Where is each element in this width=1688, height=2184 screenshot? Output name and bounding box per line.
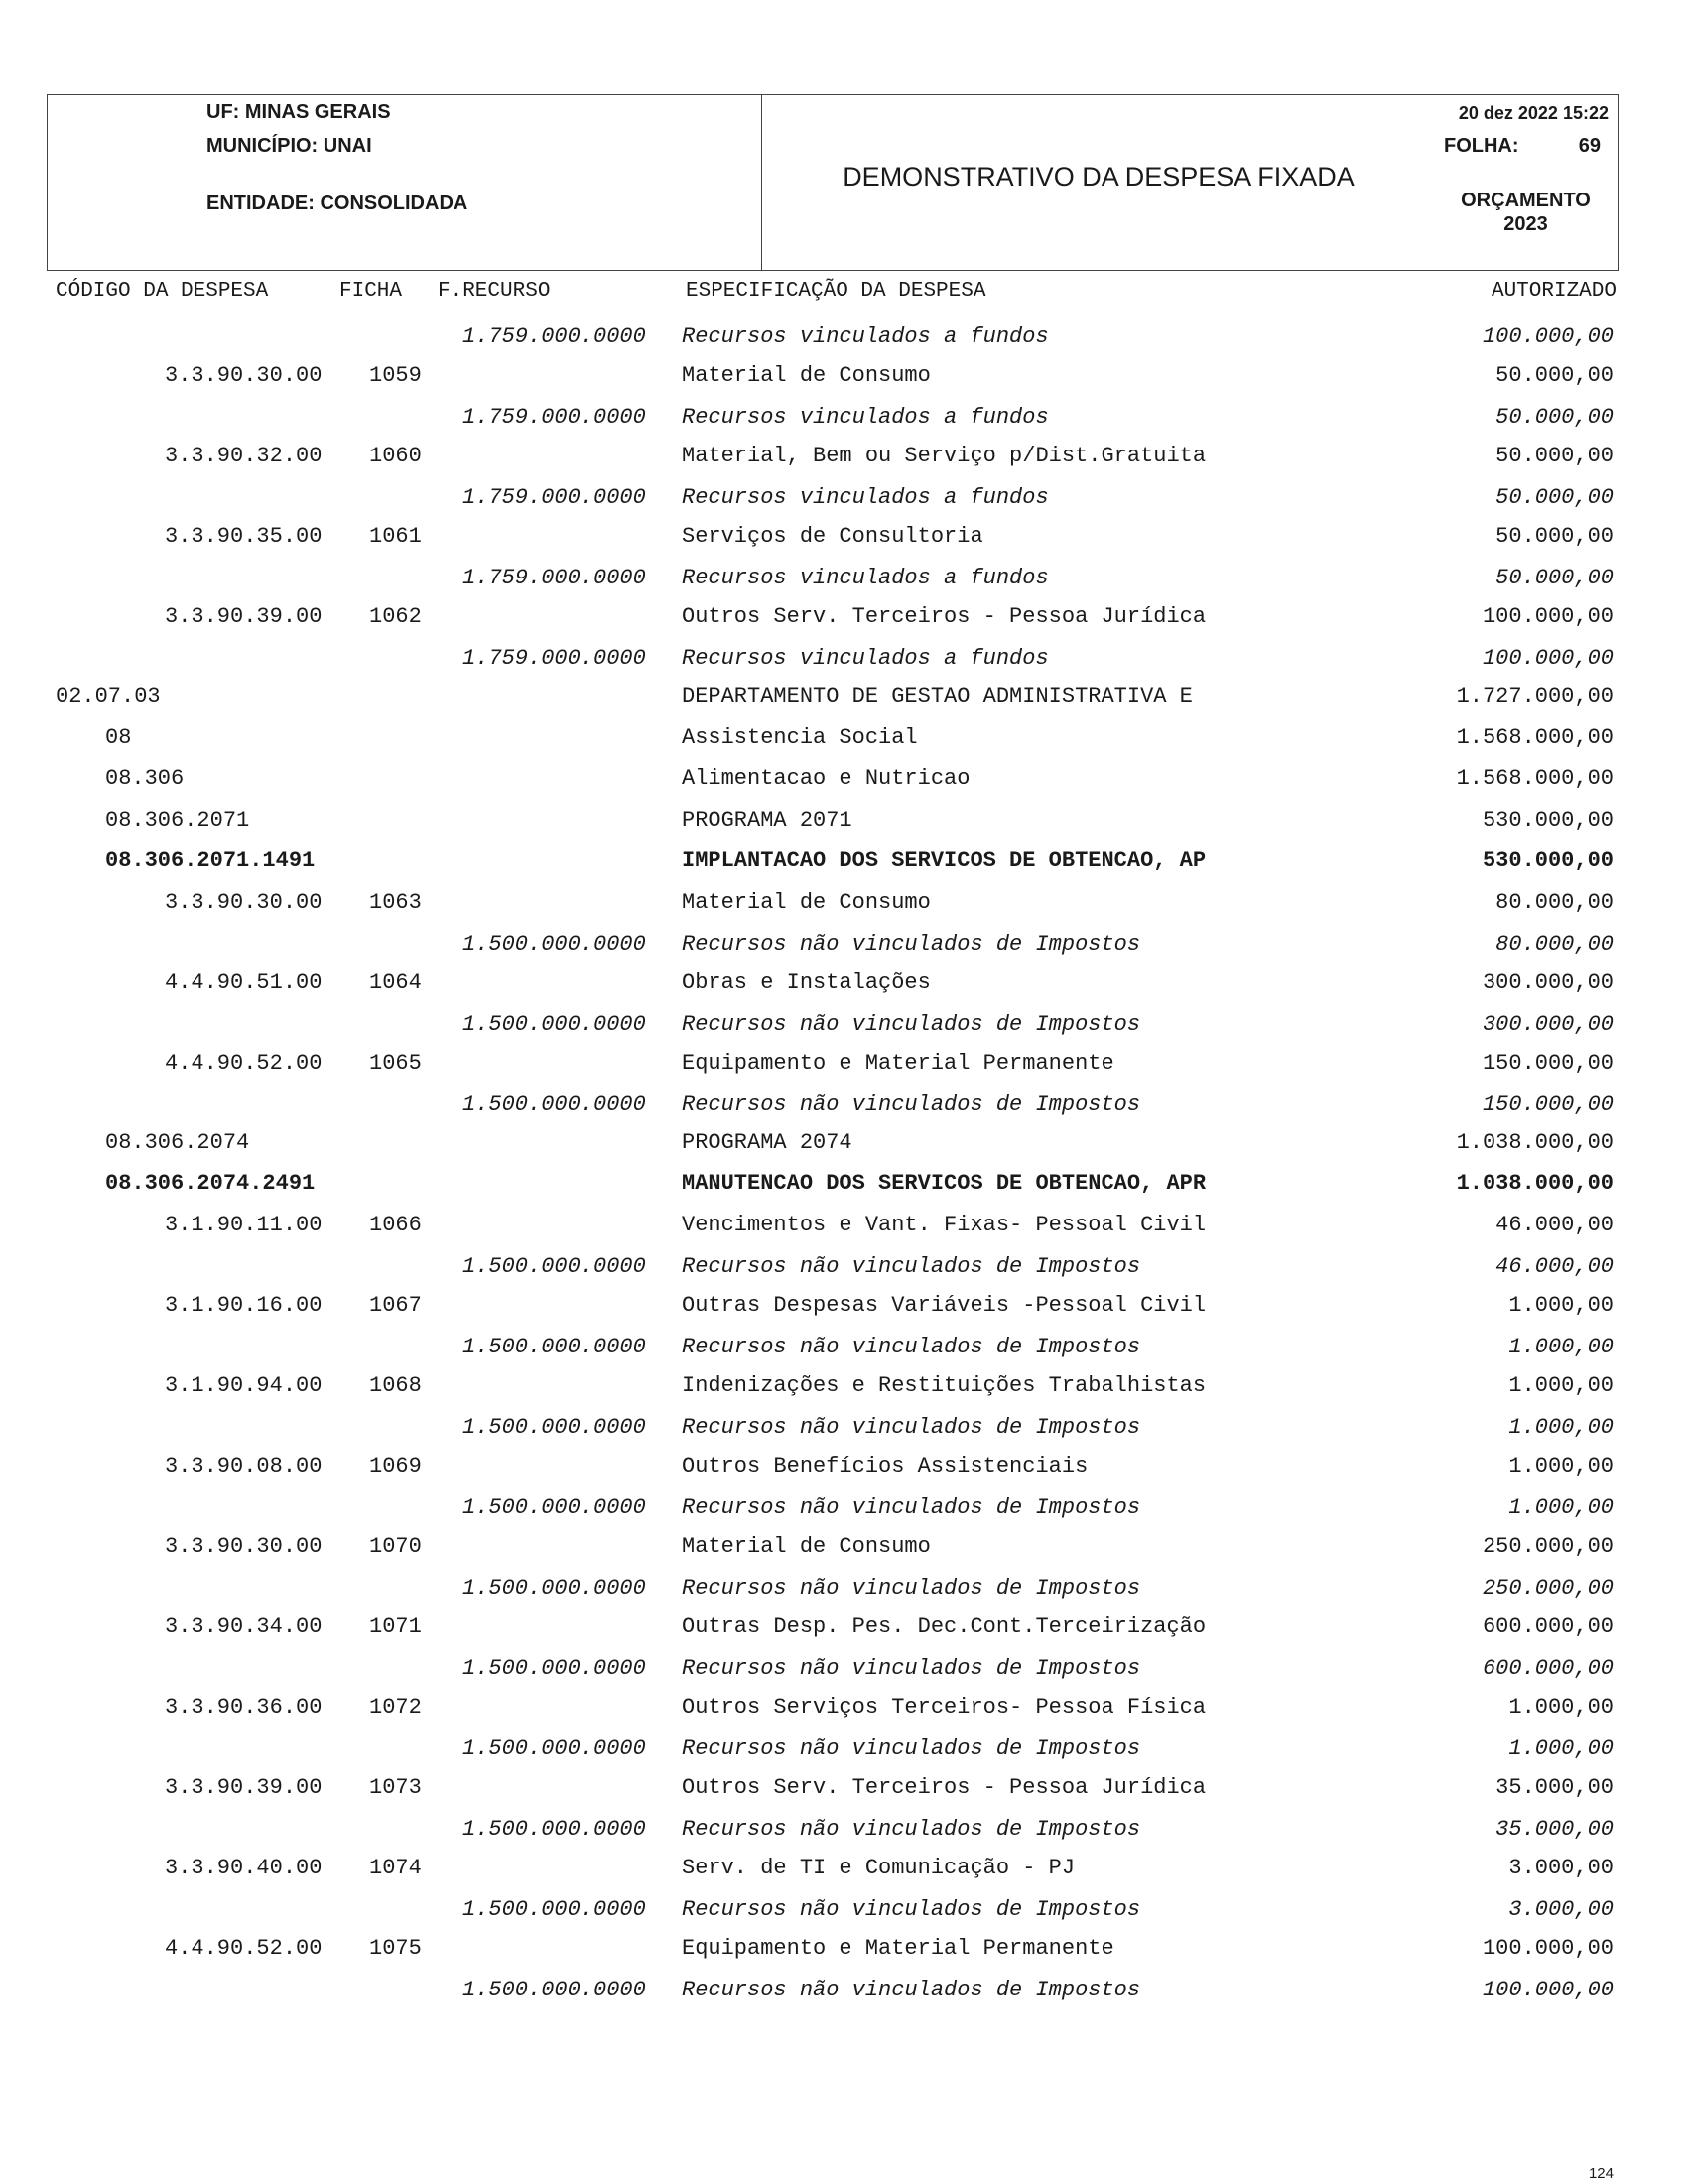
column-header-autorizado: AUTORIZADO: [1491, 280, 1617, 303]
ficha-number: 1071: [369, 1613, 422, 1639]
ficha-number: 1060: [369, 444, 422, 468]
expense-row: [0, 1856, 1688, 1885]
fonte-value: 1.000,00: [1508, 1735, 1614, 1761]
group-description: PROGRAMA 2071: [682, 807, 852, 833]
fonte-code: 1.500.000.0000: [462, 931, 646, 957]
ficha-number: 1069: [369, 1453, 422, 1478]
group-code: 02.07.03: [56, 684, 161, 708]
fonte-value: 50.000,00: [1495, 485, 1614, 510]
expense-code: 3.3.90.39.00: [165, 604, 323, 629]
fonte-description: Recursos não vinculados de Impostos: [682, 1334, 1141, 1359]
ficha-number: 1074: [369, 1855, 422, 1880]
fonte-description: Recursos não vinculados de Impostos: [682, 1092, 1141, 1117]
fonte-value: 600.000,00: [1482, 1655, 1614, 1681]
fonte-value: 1.000,00: [1508, 1334, 1614, 1359]
fonte-row: [0, 1656, 1688, 1686]
fonte-code: 1.500.000.0000: [462, 1896, 646, 1922]
fonte-code: 1.500.000.0000: [462, 1092, 646, 1117]
fonte-row: [0, 405, 1688, 435]
expense-description: Outras Desp. Pes. Dec.Cont.Terceirização: [682, 1613, 1207, 1639]
orcamento-label: ORÇAMENTO: [1461, 190, 1591, 211]
fonte-code: 1.759.000.0000: [462, 324, 646, 349]
fonte-row: [0, 1495, 1688, 1525]
fonte-row: [0, 324, 1688, 354]
expense-code: 3.3.90.34.00: [165, 1613, 323, 1639]
fonte-description: Recursos vinculados a fundos: [682, 324, 1049, 349]
fonte-code: 1.759.000.0000: [462, 566, 646, 590]
fonte-value: 100.000,00: [1482, 646, 1614, 671]
fonte-description: Recursos não vinculados de Impostos: [682, 1655, 1141, 1681]
fonte-description: Recursos não vinculados de Impostos: [682, 931, 1141, 957]
expense-description: Material de Consumo: [682, 363, 931, 388]
expense-row: [0, 970, 1688, 1000]
fonte-value: 300.000,00: [1482, 1011, 1614, 1037]
expense-code: 4.4.90.51.00: [165, 969, 323, 995]
ficha-number: 1059: [369, 363, 422, 388]
expense-value: 3.000,00: [1508, 1855, 1614, 1880]
expense-value: 1.000,00: [1508, 1372, 1614, 1398]
expense-code: 3.1.90.11.00: [165, 1212, 323, 1237]
group-description: MANUTENCAO DOS SERVICOS DE OBTENCAO, APR: [682, 1171, 1207, 1196]
group-description: IMPLANTACAO DOS SERVICOS DE OBTENCAO, AP: [682, 848, 1207, 873]
expense-value: 80.000,00: [1495, 889, 1614, 915]
fonte-code: 1.500.000.0000: [462, 1334, 646, 1359]
expense-code: 3.3.90.30.00: [165, 1533, 323, 1559]
expense-row: [0, 1051, 1688, 1081]
fonte-code: 1.500.000.0000: [462, 1655, 646, 1681]
fonte-row: [0, 566, 1688, 595]
group-row: [0, 684, 1688, 713]
fonte-row: [0, 1415, 1688, 1445]
fonte-code: 1.500.000.0000: [462, 1735, 646, 1761]
expense-row: [0, 1454, 1688, 1483]
column-header-fonte: F.RECURSO: [438, 280, 551, 303]
fonte-description: Recursos não vinculados de Impostos: [682, 1253, 1141, 1279]
expense-code: 4.4.90.52.00: [165, 1050, 323, 1076]
expense-code: 3.3.90.36.00: [165, 1694, 323, 1720]
fonte-value: 1.000,00: [1508, 1494, 1614, 1520]
expense-description: Material de Consumo: [682, 889, 931, 915]
expense-row: [0, 524, 1688, 554]
expense-row: [0, 1213, 1688, 1242]
group-code: 08.306.2074.2491: [105, 1171, 316, 1196]
fonte-row: [0, 932, 1688, 962]
expense-value: 100.000,00: [1482, 1935, 1614, 1961]
folha-label: FOLHA:: [1444, 135, 1519, 157]
expense-value: 300.000,00: [1482, 969, 1614, 995]
fonte-code: 1.759.000.0000: [462, 485, 646, 510]
expense-value: 50.000,00: [1495, 363, 1614, 388]
fonte-value: 50.000,00: [1495, 566, 1614, 590]
expense-code: 3.3.90.32.00: [165, 444, 323, 468]
expense-code: 3.3.90.30.00: [165, 889, 323, 915]
fonte-code: 1.500.000.0000: [462, 1977, 646, 2002]
ficha-number: 1070: [369, 1533, 422, 1559]
fonte-code: 1.759.000.0000: [462, 646, 646, 671]
fonte-description: Recursos não vinculados de Impostos: [682, 1735, 1141, 1761]
expense-row: [0, 1936, 1688, 1966]
fonte-description: Recursos não vinculados de Impostos: [682, 1575, 1141, 1601]
expense-value: 150.000,00: [1482, 1050, 1614, 1076]
fonte-code: 1.500.000.0000: [462, 1253, 646, 1279]
expense-row: [0, 1373, 1688, 1403]
ficha-number: 1061: [369, 524, 422, 549]
fonte-code: 1.500.000.0000: [462, 1575, 646, 1601]
expense-value: 46.000,00: [1495, 1212, 1614, 1237]
fonte-value: 35.000,00: [1495, 1816, 1614, 1842]
fonte-row: [0, 485, 1688, 515]
expense-description: Equipamento e Material Permanente: [682, 1050, 1114, 1076]
fonte-code: 1.500.000.0000: [462, 1494, 646, 1520]
expense-code: 3.1.90.94.00: [165, 1372, 323, 1398]
group-value: 1.568.000,00: [1456, 766, 1614, 791]
expense-value: 1.000,00: [1508, 1453, 1614, 1478]
fonte-value: 250.000,00: [1482, 1575, 1614, 1601]
expense-description: Outras Despesas Variáveis -Pessoal Civil: [682, 1292, 1207, 1318]
expense-row: [0, 1695, 1688, 1725]
header-entidade: ENTIDADE: CONSOLIDADA: [206, 193, 468, 214]
expense-row: [0, 1775, 1688, 1805]
group-code: 08.306.2071: [105, 807, 250, 833]
ficha-number: 1073: [369, 1774, 422, 1800]
expense-description: Outros Benefícios Assistenciais: [682, 1453, 1089, 1478]
expense-value: 250.000,00: [1482, 1533, 1614, 1559]
expense-row: [0, 604, 1688, 634]
expense-description: Obras e Instalações: [682, 969, 931, 995]
column-header-especificacao: ESPECIFICAÇÃO DA DESPESA: [686, 280, 986, 303]
expense-row: [0, 363, 1688, 393]
header-uf: UF: MINAS GERAIS: [206, 101, 391, 123]
group-code: 08.306.2071.1491: [105, 848, 316, 873]
expense-value: 1.000,00: [1508, 1292, 1614, 1318]
ficha-number: 1064: [369, 969, 422, 995]
fonte-description: Recursos vinculados a fundos: [682, 405, 1049, 430]
group-value: 1.038.000,00: [1456, 1129, 1614, 1155]
expense-value: 50.000,00: [1495, 524, 1614, 549]
group-description: PROGRAMA 2074: [682, 1129, 852, 1155]
fonte-row: [0, 1978, 1688, 2007]
expense-description: Outros Serv. Terceiros - Pessoa Jurídica: [682, 604, 1207, 629]
fonte-description: Recursos vinculados a fundos: [682, 485, 1049, 510]
fonte-code: 1.500.000.0000: [462, 1414, 646, 1440]
group-code: 08.306: [105, 766, 185, 791]
fonte-code: 1.500.000.0000: [462, 1816, 646, 1842]
expense-code: 3.3.90.35.00: [165, 524, 323, 549]
fonte-description: Recursos não vinculados de Impostos: [682, 1494, 1141, 1520]
group-value: 530.000,00: [1482, 807, 1614, 833]
page-number: 124: [1588, 2165, 1614, 2182]
fonte-value: 100.000,00: [1482, 324, 1614, 349]
fonte-code: 1.500.000.0000: [462, 1011, 646, 1037]
group-code: 08.306.2074: [105, 1129, 250, 1155]
fonte-description: Recursos não vinculados de Impostos: [682, 1977, 1141, 2002]
group-description: DEPARTAMENTO DE GESTAO ADMINISTRATIVA E: [682, 684, 1193, 708]
ficha-number: 1072: [369, 1694, 422, 1720]
ficha-number: 1066: [369, 1212, 422, 1237]
fonte-value: 80.000,00: [1495, 931, 1614, 957]
group-description: Alimentacao e Nutricao: [682, 766, 971, 791]
expense-row: [0, 1614, 1688, 1644]
expense-code: 4.4.90.52.00: [165, 1935, 323, 1961]
header-municipio: MUNICÍPIO: UNAI: [206, 135, 372, 157]
expense-code: 3.3.90.08.00: [165, 1453, 323, 1478]
fonte-row: [0, 646, 1688, 676]
fonte-row: [0, 1092, 1688, 1122]
action-row: [0, 848, 1688, 878]
fonte-description: Recursos não vinculados de Impostos: [682, 1816, 1141, 1842]
ficha-number: 1075: [369, 1935, 422, 1961]
expense-description: Serviços de Consultoria: [682, 524, 983, 549]
expense-description: Material de Consumo: [682, 1533, 931, 1559]
ficha-number: 1065: [369, 1050, 422, 1076]
ficha-number: 1068: [369, 1372, 422, 1398]
fonte-row: [0, 1817, 1688, 1847]
expense-description: Material, Bem ou Serviço p/Dist.Gratuita: [682, 444, 1207, 468]
expense-description: Serv. de TI e Comunicação - PJ: [682, 1855, 1076, 1880]
ficha-number: 1063: [369, 889, 422, 915]
group-value: 1.568.000,00: [1456, 724, 1614, 750]
fonte-value: 150.000,00: [1482, 1092, 1614, 1117]
expense-row: [0, 444, 1688, 473]
expense-code: 3.1.90.16.00: [165, 1292, 323, 1318]
fonte-row: [0, 1736, 1688, 1766]
fonte-value: 100.000,00: [1482, 1977, 1614, 2002]
expense-row: [0, 890, 1688, 920]
action-row: [0, 1171, 1688, 1201]
fonte-value: 1.000,00: [1508, 1414, 1614, 1440]
fonte-row: [0, 1335, 1688, 1364]
group-row: [0, 1130, 1688, 1160]
group-row: [0, 808, 1688, 837]
ficha-number: 1067: [369, 1292, 422, 1318]
expense-description: Equipamento e Material Permanente: [682, 1935, 1114, 1961]
group-code: 08: [105, 724, 132, 750]
group-row: [0, 725, 1688, 755]
expense-description: Outros Serv. Terceiros - Pessoa Jurídica: [682, 1774, 1207, 1800]
column-header-codigo: CÓDIGO DA DESPESA: [56, 280, 269, 303]
expense-code: 3.3.90.40.00: [165, 1855, 323, 1880]
fonte-description: Recursos não vinculados de Impostos: [682, 1414, 1141, 1440]
group-value: 1.038.000,00: [1456, 1171, 1614, 1196]
fonte-code: 1.759.000.0000: [462, 405, 646, 430]
column-header-ficha: FICHA: [339, 280, 403, 303]
header-date: 20 dez 2022 15:22: [1458, 103, 1609, 123]
fonte-value: 50.000,00: [1495, 405, 1614, 430]
expense-description: Vencimentos e Vant. Fixas- Pessoal Civil: [682, 1212, 1207, 1237]
fonte-value: 46.000,00: [1495, 1253, 1614, 1279]
fonte-description: Recursos vinculados a fundos: [682, 566, 1049, 590]
expense-value: 35.000,00: [1495, 1774, 1614, 1800]
fonte-description: Recursos não vinculados de Impostos: [682, 1896, 1141, 1922]
orcamento-year: 2023: [1503, 213, 1548, 235]
fonte-value: 3.000,00: [1508, 1896, 1614, 1922]
expense-value: 600.000,00: [1482, 1613, 1614, 1639]
fonte-row: [0, 1576, 1688, 1606]
expense-row: [0, 1534, 1688, 1564]
fonte-description: Recursos não vinculados de Impostos: [682, 1011, 1141, 1037]
expense-code: 3.3.90.39.00: [165, 1774, 323, 1800]
expense-value: 1.000,00: [1508, 1694, 1614, 1720]
fonte-row: [0, 1254, 1688, 1284]
fonte-row: [0, 1012, 1688, 1042]
expense-code: 3.3.90.30.00: [165, 363, 323, 388]
group-row: [0, 766, 1688, 796]
document-title: DEMONSTRATIVO DA DESPESA FIXADA: [843, 162, 1355, 192]
group-value: 1.727.000,00: [1456, 684, 1614, 708]
expense-description: Outros Serviços Terceiros- Pessoa Física: [682, 1694, 1207, 1720]
fonte-description: Recursos vinculados a fundos: [682, 646, 1049, 671]
expense-value: 100.000,00: [1482, 604, 1614, 629]
expense-description: Indenizações e Restituições Trabalhistas: [682, 1372, 1207, 1398]
group-description: Assistencia Social: [682, 724, 918, 750]
expense-row: [0, 1293, 1688, 1323]
group-value: 530.000,00: [1482, 848, 1614, 873]
fonte-row: [0, 1897, 1688, 1927]
expense-value: 50.000,00: [1495, 444, 1614, 468]
folha-number: 69: [1578, 135, 1601, 157]
ficha-number: 1062: [369, 604, 422, 629]
